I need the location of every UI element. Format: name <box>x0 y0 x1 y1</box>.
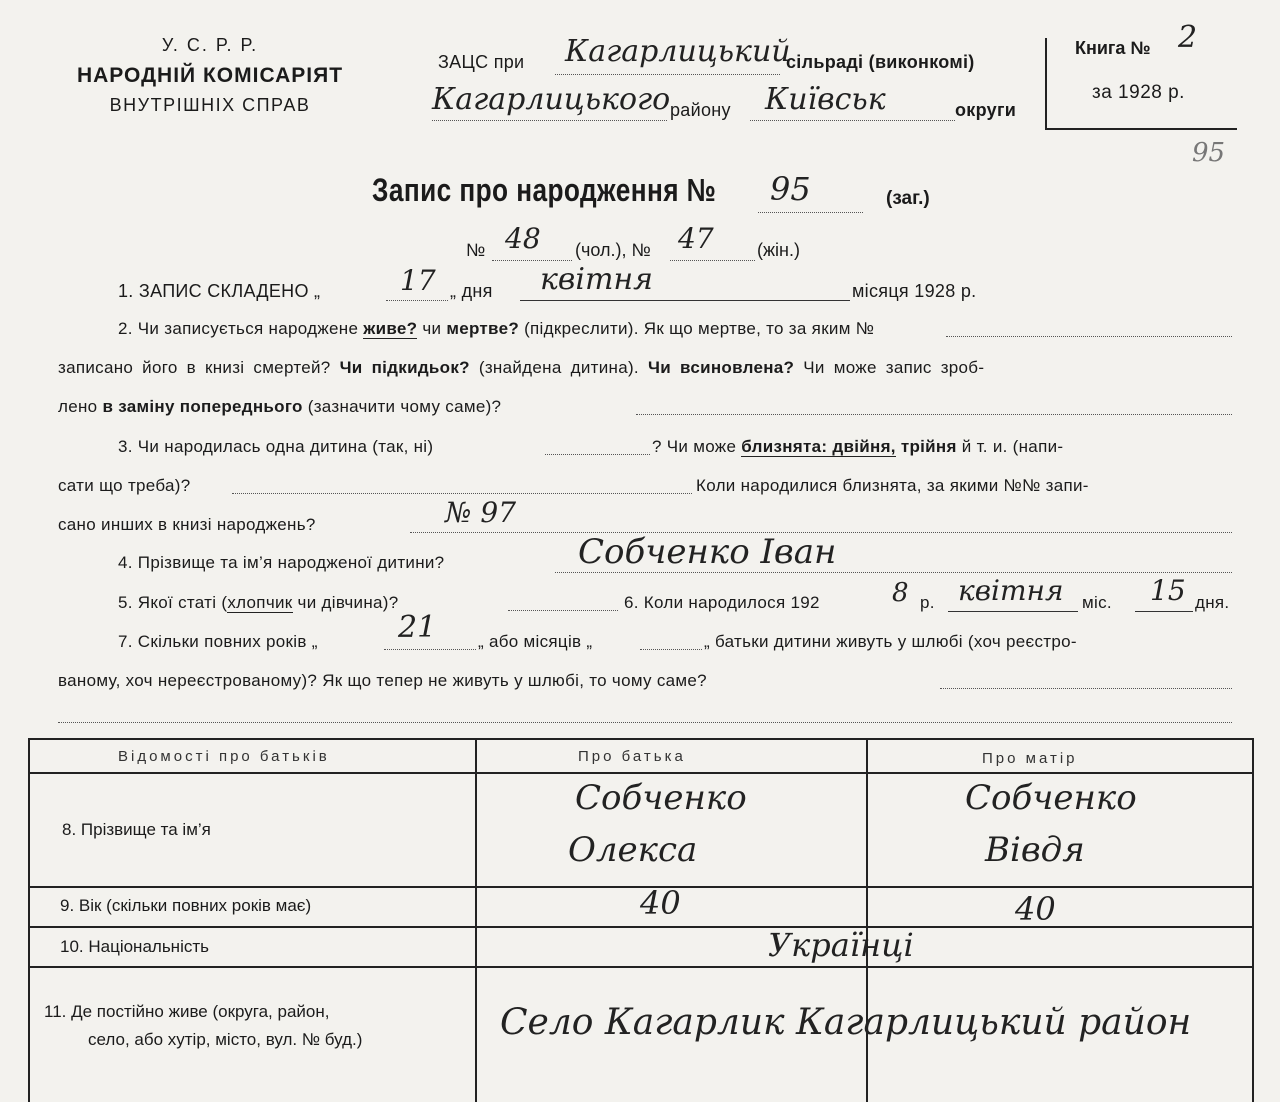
row-divider-header <box>30 772 1252 774</box>
rayon-label: району <box>670 100 731 120</box>
book-number: 2 <box>1178 20 1198 55</box>
q4-answer-line <box>555 572 1232 573</box>
q2-text-a: 2. Чи записується народжене <box>118 319 359 338</box>
q6-text-b: р. <box>920 593 935 612</box>
q6-text-d: дня. <box>1195 593 1230 612</box>
q1-end: місяця 1928 р. <box>852 281 977 301</box>
female-number-line <box>670 260 755 261</box>
col-divider-2 <box>866 740 868 1102</box>
q6-text-c: міс. <box>1082 593 1112 612</box>
col-divider-1 <box>475 740 477 1102</box>
row10-label: 10. Національність <box>60 937 209 956</box>
q2-foundling: Чи підкидьок? <box>339 358 470 377</box>
record-number-line <box>758 212 863 213</box>
q2-adopted: Чи всиновлена? <box>647 358 795 377</box>
q5-boy: хлопчик <box>227 593 293 612</box>
row8-label: 8. Прізвище та ім’я <box>62 820 211 839</box>
q7-text-c: „ батьки дитини живуть у шлюбі (хоч реєстро- <box>704 632 1077 651</box>
q6-month-line <box>948 611 1078 612</box>
q2-line3-b: (зазначити чому саме)? <box>307 397 502 416</box>
q7-text-a: 7. Скільки повних років „ <box>118 632 318 651</box>
q7-line3-fill <box>58 722 1232 723</box>
col3-header: Про матір <box>982 750 1078 767</box>
q3-line3-a: сано инших в книзі народжень? <box>58 515 316 534</box>
commissariat-line: НАРОДНІЙ КОМІСАРІЯТ <box>76 63 344 87</box>
q1-month-line <box>520 300 850 301</box>
female-label: (жін.) <box>757 240 800 260</box>
q3-line1-rest <box>652 437 1063 457</box>
q1-month: квітня <box>540 262 654 297</box>
record-title: Запис про народження № <box>372 172 717 208</box>
father-name: Олекса <box>568 830 698 870</box>
issuer-block <box>60 32 360 120</box>
col2-header: Про батька <box>578 748 686 765</box>
male-number: 48 <box>505 222 541 255</box>
q7-text-b: „ або місяців „ <box>478 632 593 651</box>
row11-label-2: село, або хутір, місто, вул. № буд.) <box>88 1030 363 1049</box>
q3-answer: № 97 <box>445 496 517 529</box>
male-number-line <box>492 260 572 261</box>
q2-alive: живе? <box>363 319 418 338</box>
rayon-line <box>432 120 667 121</box>
q7-months-line <box>640 649 702 650</box>
okruga-line <box>750 120 955 121</box>
father-age: 40 <box>640 884 681 922</box>
q2-replace-line <box>636 414 1232 415</box>
q2-dead: мертве? <box>446 319 520 338</box>
q2-text-c: (підкреслити). Як що мертве, то за яким № <box>524 319 875 338</box>
q7-years: 21 <box>398 610 437 645</box>
q2-line2-b: (знайдена дитина). <box>478 358 639 377</box>
q3-text-b: ? Чи може <box>652 437 737 456</box>
q2-number-line <box>946 336 1232 337</box>
rayon-value: Кагарлицького <box>432 82 671 117</box>
row11-label-1: 11. Де постійно живе (округа, район, <box>44 1002 330 1021</box>
zags-village-value: Кагарлицький <box>565 34 791 69</box>
q2-text-b: чи <box>422 319 442 338</box>
q7-years-line <box>384 649 476 650</box>
q3-line2-fill <box>232 493 692 494</box>
okruga-label: округи <box>955 100 1017 120</box>
mother-age: 40 <box>1015 890 1056 928</box>
female-number: 47 <box>678 222 714 255</box>
residence: Село Кагарлик Кагарлицький район <box>500 1002 1192 1043</box>
q3-text-c: й т. и. (напи- <box>961 437 1064 456</box>
q5-text-b: чи дівчина)? <box>297 593 399 612</box>
ussr-line: У. С. Р. Р. <box>161 35 259 55</box>
record-zag: (заг.) <box>886 188 930 209</box>
row-divider-9 <box>30 926 1252 928</box>
q3-text-a: 3. Чи народилась одна дитина (так, ні) <box>118 437 434 456</box>
q2-line2-a: записано його в книзі смертей? <box>58 358 331 377</box>
q1-day: 17 <box>400 264 436 297</box>
row9-label: 9. Вік (скільки повних років має) <box>60 896 312 915</box>
q2-replace: в заміну попереднього <box>102 397 303 416</box>
q2-line2 <box>58 358 984 378</box>
book-label: Книга № <box>1075 38 1151 58</box>
book-year: за 1928 р. <box>1092 82 1185 103</box>
num-prefix: № <box>466 240 486 260</box>
nationality: Українці <box>768 926 914 964</box>
q3-triplets: трійня <box>900 437 957 456</box>
q6-day: 15 <box>1150 574 1186 607</box>
mother-name: Вівдя <box>985 830 1085 870</box>
q6-day-line <box>1135 611 1193 612</box>
record-number: 95 <box>770 170 811 208</box>
parents-table <box>28 738 1254 1102</box>
q7-line2: ваному, хоч нереєстрованому)? Як що тепер не живуть у шлюбі, то чому саме? <box>58 671 707 690</box>
q5-line <box>118 593 399 613</box>
q6-text-a: 6. Коли народилося 192 <box>624 593 820 612</box>
okruga-value: Київськ <box>765 82 886 117</box>
q1-label: 1. ЗАПИС СКЛАДЕНО „ <box>118 281 321 301</box>
q3-line2-a: сати що треба)? <box>58 476 191 495</box>
q4-answer: Собченко Іван <box>578 532 837 572</box>
q2-line2-c: Чи може запис зроб- <box>803 358 985 377</box>
q1-mid: „ дня <box>450 281 493 301</box>
father-surname: Собченко <box>575 778 747 818</box>
male-label: (чол.), № <box>575 240 651 260</box>
margin-note: 95 <box>1192 138 1226 168</box>
col1-header: Відомості про батьків <box>118 748 330 765</box>
q7-line2-fill <box>940 688 1232 689</box>
row-divider-10 <box>30 966 1252 968</box>
q5-text-a: 5. Якої статі ( <box>118 593 228 612</box>
q6-year: 8 <box>892 578 909 608</box>
zags-prefix: ЗАЦС при <box>438 52 525 72</box>
q3-answer-line <box>545 454 650 455</box>
q3-line2-b: Коли народилися близнята, за якими №№ запи- <box>696 476 1089 495</box>
q1-day-line <box>386 300 448 301</box>
q5-answer-line <box>508 610 618 611</box>
q3-twins: близнята: двійня, <box>741 437 896 456</box>
q2-line3 <box>58 397 501 417</box>
q2-line1 <box>118 319 874 339</box>
zags-suffix: сільраді (виконкомі) <box>786 52 975 72</box>
q4-label: 4. Прізвище та ім’я народженої дитини? <box>118 553 445 572</box>
internal-affairs-line: ВНУТРІШНІХ СПРАВ <box>109 95 311 116</box>
mother-surname: Собченко <box>965 778 1137 818</box>
zags-village-line <box>555 74 780 75</box>
q6-month: квітня <box>958 574 1064 607</box>
q2-line3-a: лено <box>58 397 98 416</box>
